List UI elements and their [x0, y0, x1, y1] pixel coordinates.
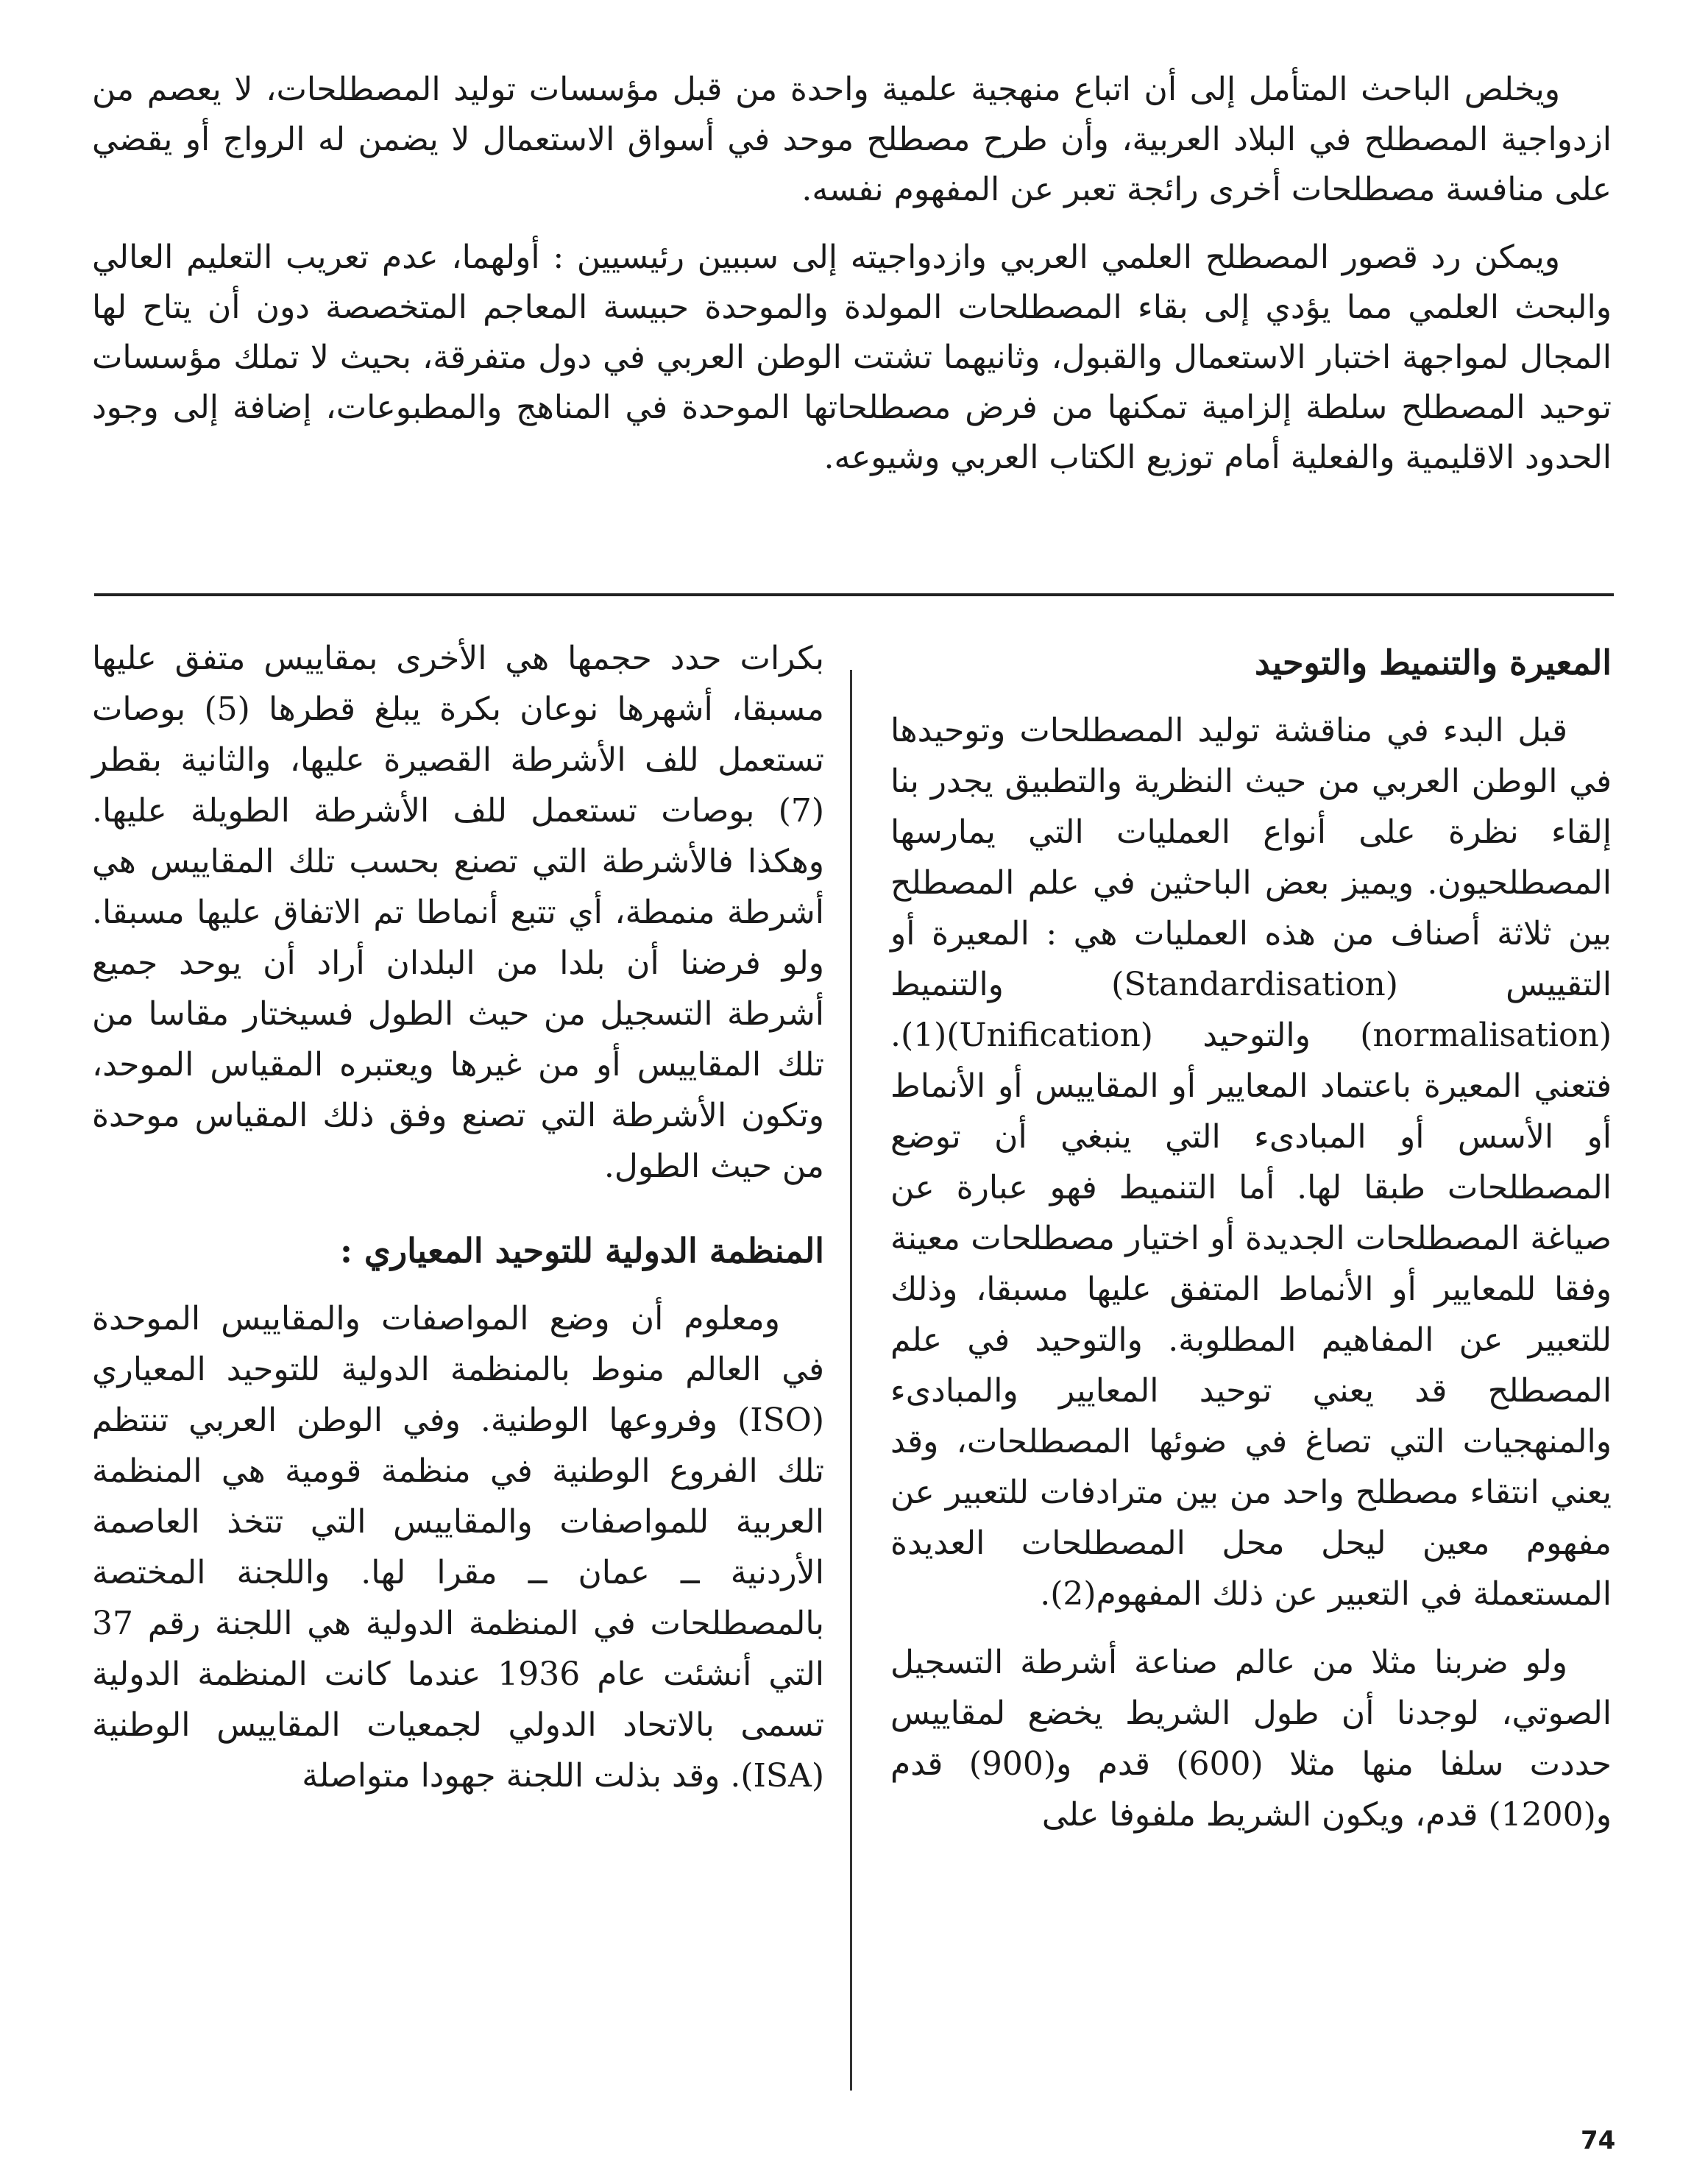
left-column [92, 633, 824, 1819]
intro-paragraph: ويمكن رد قصور المصطلح العلمي العربي وازدواجيته إلى سببين رئيسيين : أولهما، عدم تعريب التعليم العالي والبحث العلمي مما يؤدي إلى بقاء المصطلحات المولدة والموحدة حبيسة المعاجم المتخصصة دون أن يتاح لها المجال لمواجهة اختبار الاستعمال والقبول، وثانيهما تشتت الوطن العربي في دول متفرقة، بحيث لا تملك مؤسسات توحيد المصطلح سلطة إلزامية تمكنها من فرض مصطلحاتها الموحدة في المناهج والمطبوعات، إضافة إلى وجود الحدود الاقليمية والفعلية أمام توزيع الكتاب العربي وشيوعه. [92, 238, 1612, 476]
body-paragraph: قبل البدء في مناقشة توليد المصطلحات وتوحيدها في الوطن العربي من حيث النظرية والتطبيق يجدر بنا إلقاء نظرة على أنواع العمليات التي يمارسها المصطلحيون. ويميز بعض الباحثين في علم المصطلح بين ثلاثة أصناف من هذه العمليات هي : المعيرة أو التقييس (Standardisation) والتنميط (normalisation) والتوحيد (Unification)(1). فتعني المعيرة باعتماد المعايير أو المقاييس أو الأنماط أو الأسس أو المبادىء التي ينبغي أن توضع المصطلحات طبقا لها. أما التنميط فهو عبارة عن صياغة المصطلحات الجديدة أو اختيار مصطلحات معينة وفقا للمعايير أو الأنماط المتفق عليها مسبقا، وذلك للتعبير عن المفاهيم المطلوبة. والتوحيد في علم المصطلح قد يعني توحيد المعايير والمبادىء والمنهجيات التي تصاغ في ضوئها المصطلحات، وقد يعني انتقاء مصطلح واحد من بين مترادفات للتعبير عن مفهوم معين ليحل محل المصطلحات العديدة المستعملة في التعبير عن ذلك المفهوم(2). [890, 712, 1612, 1613]
body-paragraph: ولو ضربنا مثلا من عالم صناعة أشرطة التسجيل الصوتي، لوجدنا أن طول الشريط يخضع لمقاييس حددت سلفا منها مثلا (600) قدم و(900) قدم و(1200) قدم، ويكون الشريط ملفوفا على [890, 1644, 1612, 1834]
section-heading: المعيرة والتنميط والتوحيد [1255, 643, 1612, 682]
section-heading: المنظمة الدولية للتوحيد المعياري : [339, 1231, 824, 1271]
horizontal-divider [94, 593, 1614, 596]
body-paragraph: بكرات حدد حجمها هي الأخرى بمقاييس متفق عليها مسبقا، أشهرها نوعان بكرة يبلغ قطرها (5) بوصات تستعمل للف الأشرطة القصيرة عليها، والثانية بقطر (7) بوصات تستعمل للف الأشرطة الطويلة عليها. وهكذا فالأشرطة التي تصنع بحسب تلك المقاييس هي أشرطة منمطة، أي تتبع أنماطا تم الاتفاق عليها مسبقا. ولو فرضنا أن بلدا من البلدان أراد أن يوحد جميع أشرطة التسجيل من حيث الطول فسيختار مقاسا من تلك المقاييس أو من غيرها ويعتبره المقياس الموحد، وتكون الأشرطة التي تصنع وفق ذلك المقياس موحدة من حيث الطول. [92, 640, 824, 1185]
intro-paragraph: ويخلص الباحث المتأمل إلى أن اتباع منهجية علمية واحدة من قبل مؤسسات توليد المصطلحات، لا يعصم من ازدواجية المصطلح في البلاد العربية، وأن طرح مصطلح موحد في أسواق الاستعمال لا يضمن له الرواج أو يقضي على منافسة مصطلحات أخرى رائجة تعبر عن المفهوم نفسه. [92, 71, 1612, 208]
right-column [890, 633, 1612, 1858]
column-divider [850, 670, 852, 2091]
body-paragraph: ومعلوم أن وضع المواصفات والمقاييس الموحدة في العالم منوط بالمنظمة الدولية للتوحيد المعياري (ISO) وفروعها الوطنية. وفي الوطن العربي تنتظم تلك الفروع الوطنية في منظمة قومية هي المنظمة العربية للمواصفات والمقاييس التي تتخذ العاصمة الأردنية ــ عمان ــ مقرا لها. واللجنة المختصة بالمصطلحات في المنظمة الدولية هي اللجنة رقم 37 التي أنشئت عام 1936 عندما كانت المنظمة الدولية تسمى بالاتحاد الدولي لجمعيات المقاييس الوطنية (ISA). وقد بذلت اللجنة جهودا متواصلة [92, 1300, 824, 1795]
intro-section [92, 65, 1612, 501]
page-number: 74 [1581, 2126, 1616, 2155]
